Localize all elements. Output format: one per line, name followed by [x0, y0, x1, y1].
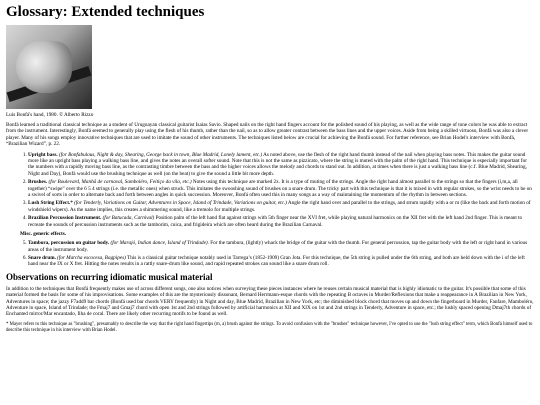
term: Lush String Effect.* — [28, 200, 73, 207]
list-item — [28, 215, 534, 228]
description: For the tambura, (lightly) whack the bridge of the guitar with the thumb. For general percussion, tap the guitar body with the left or right hand in various areas of the instrument body. — [28, 240, 528, 253]
refs: (for Tenderly, Variations on Guitar, Adventures in Space, Island of Trindade, Variations on guitar, etc.) — [74, 200, 287, 207]
list-item — [28, 240, 534, 253]
misc-list — [6, 240, 534, 268]
term: Upright bass. — [28, 151, 58, 158]
photo-bonfa-hand — [6, 25, 92, 109]
refs: (for Marcha escocesa, Bagpipes) — [57, 254, 126, 261]
page-title: Glossary: Extended techniques — [6, 4, 205, 20]
term: Brushes. — [28, 179, 48, 186]
refs: (for Bonfabulous, Night & day, Shearing, George back in town, Blue Madrid, Lonely lament, etc.) — [59, 151, 263, 158]
description: Angle the right hand over and parallel to the strings, and strum rapidly with a or m (like the back and forth motion of windshield wipers). As the name implies, this creates a shimmering sound, like a tremolo for multiple strings. — [28, 200, 531, 213]
section-paragraph: In addition to the techniques that Bonfá frequently makes use of across different songs, one also notices when surveying these pieces instances where he reuses certain musical material that is highly idiomatic to the guitar. It's possible that some of this material formed the basis for some of his improvisations. Some examples of this are the mysteriously dissonant, Bernard Herrmann-esque chords with the repeating B octaves in Murder/Reflexions that make a reappearance in A Brazilian in New York, Adventures in space; the jazzy F7add9 bar chords (Bonfá used bar chords VERY frequently) in Night and day, Blue Madrid, Brazilian in New York, etc; the diminished block chord that moves up and down the fingerboard in Murder, Fanfare, Mamboléro, Adventure in space, Island of Trindade; the Fmaj7 and Gmaj7 chord with open 1st and 2nd strings followed by artificial harmonics at XII and XIX on 1st and 2nd strings in Tenderly, Adventure in space, etc.; the lushly spaced opening Dmaj7th chords of Enchanted mirror/Mar encantado, Ilha de coral. There are likely other recurring motifs to be found as well. — [6, 285, 534, 318]
intro-paragraph: Bonfá learned a traditional classical technique as a student of Uruguayan classical guitarist Isaías Savio. Shaped nails on the right hand fingers account for the polished sound of his playing, as well as the wide range of tone colors he was able to extract from the instrument. Interestingly, Bonfá seemed to generally play using the flesh of his thumb, rather than the nail, so as to allow greater contrast between the bass lines and the upper voices. Aside from being a skilled virtuoso, Bonfá was also a clever player. Many of his songs employ innovative techniques that are used to imitate the sound of other instruments. The techniques listed below are crucial for achieving the Bonfá sound. For further reference, see Brian Hodel's interview with Bonfá, “Brazilian Wizard”, p. 22. — [6, 122, 529, 148]
refs: (for Boulevard, Manhã de carnaval, Samboléro, Feitiço da vila, etc.) — [48, 179, 192, 186]
description: As noted above, use the flesh of the right hand thumb instead of the nail when playing bass notes. This makes the guitar sound more like an upright bass playing a walking bass line, and gives the notes an overall softer sound. Note that this is not the same as pizzicato, where the string is muted with the palm of the right hand. This technique is especially important for the numbers with a rapidly moving bass line, as the contrasting timbre between the bass and the higher voices allows the melody and chords to stand out. In addition, at times when there is just a walking bass line (c.f. Blue Madrid, Shearing, Night and Day), Bonfá would use the brushing technique as well (on the beat) to give the sound a little bit more depth. — [28, 151, 527, 177]
refs: (for Marajó, Indian dance, Island of Trindade). — [110, 240, 209, 247]
misc-heading: Misc. generic effects. — [20, 231, 67, 238]
term: Tambora, percussion on guitar body. — [28, 240, 110, 247]
hand-shape — [16, 41, 72, 93]
technique-list — [6, 152, 534, 228]
description: Notes using this technique are marked 2x. It is a type of muting of the strings. Angle the right hand almost parallel to the strings so that the fingers (i,m,a, all together) “swipe” over the 6 5 4 strings (i.e. the metallic ones) when struck. This imitates the swooshing sound of brushes on a snare drum. The tricky part with this technique is that it is mixed in with regular strokes, so the wrist needs to be on a swivel of sorts in order to alternate back and forth between angles in quick succession. Moreover, Bonfá often used this in many songs as a way of maintaining the momentum of the rhythm in between sections. — [28, 179, 532, 199]
term: Brazilian Percussion Instrument. — [28, 215, 102, 222]
list-item — [28, 152, 534, 178]
term: Snare drum. — [28, 254, 56, 261]
section-heading: Observations on recurring idiomatic musical material — [6, 271, 213, 282]
refs: (for Batucada, Carnival) — [102, 215, 155, 222]
list-item — [28, 179, 534, 198]
photo-caption: Luis Bonfá's hand, 1980. © Alberto Rizzo — [6, 112, 94, 118]
list-item — [28, 200, 534, 213]
description: Position palm of the left hand flat against strings with 5th finger near the XVI fret, while playing natural harmonics on the XII fret with the left hand 2nd finger. This is meant to recreate the sounds of percussion instruments such as the tamborim, cuica, and frigideira which are often heard during the Brazilian Carnaval. — [28, 215, 523, 228]
description: This is a classical guitar technique notably used in Tarrega’s (1852-1909) Gran Jota. For this technique, the 5th string is pulled under the 6th string, and both are held down with the i of the left hand near the IX or X fret. Hitting the notes results in a rattly snare-drum like sound, and rapid repeated strokes can sound like a snare drum roll. — [28, 254, 525, 268]
list-item — [28, 255, 534, 268]
footnote: * Mayer refers to this technique as "brushing", presumably to describe the way that the right hand fingertips (m, a) brush against the strings. To avoid confusion with the "brushes" technique however, I've opted to use the "lush string effect" term, which Bonfá himself used to describe this technique in his interview with Brian Hodel. — [6, 321, 533, 333]
